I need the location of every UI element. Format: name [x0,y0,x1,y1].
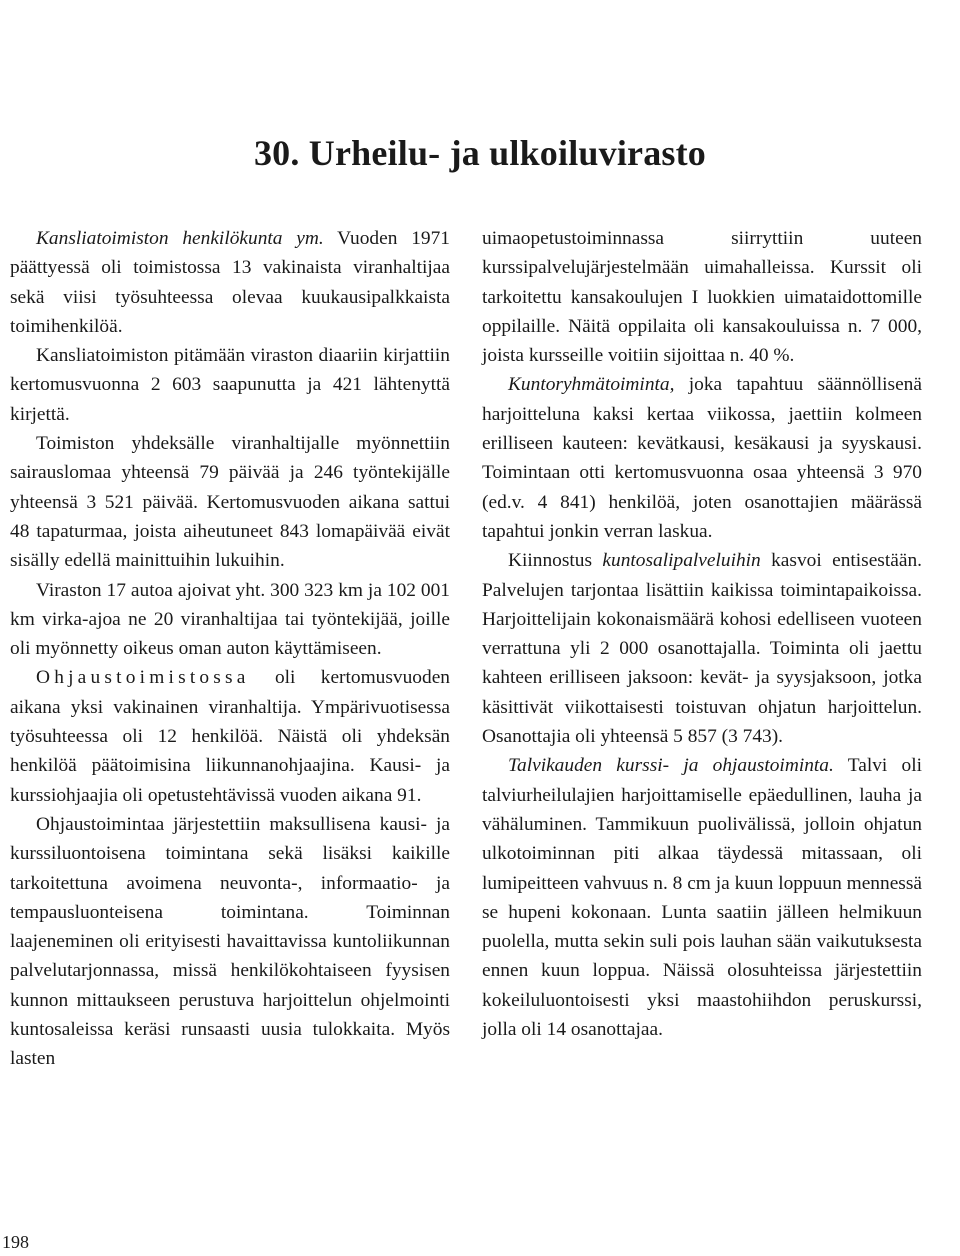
page-number: 198 [2,1232,29,1252]
paragraph-text: Toimiston yhdeksälle viranhaltijalle myönnettiin sairauslomaa yhteensä 79 päivää ja 246 työntekijälle yhteensä 3 521 päivää. Kertomusvuoden aikana sattui 48 tapaturmaa, joista aiheutuneet 843 lomapäivää eivät sisälly edellä mainittuihin lukuihin. [10,433,450,572]
paragraph-swimming-courses [482,224,922,370]
paragraph-kansliatoimisto-staff [10,224,450,341]
run-in-heading: Ohjaustoimistossa [36,667,250,689]
paragraph-text: Vuoden 1971 päättyessä oli toimistossa 13 vakinaista viranhaltijaa sekä viisi työsuhteessa olevaa kuukausipalkkaista toimihenkilöä. [10,228,450,337]
paragraph-text: Kiinnostus [508,550,603,572]
page-title: 30. Urheilu- ja ulkoiluvirasto [253,133,707,173]
run-in-heading: Kansliatoimiston henkilökunta ym. [36,228,324,249]
paragraph-diary [10,341,450,429]
paragraph-text: oli kertomusvuoden aikana yksi vakinainen viranhaltija. Ympärivuotisessa työsuhteessa oli 12 henkilöä. Näistä oli yhdeksän henkilöä päätoimisina liikunnanohjaajina. Kausi- ja kurssiohjaajia oli opetustehtävissä vuoden aikana 91. [10,667,450,806]
paragraph-text: joka tapahtuu säännöllisenä harjoitteluna kaksi kertaa viikossa, jaettiin kolmeen erilliseen kauteen: kevätkausi, kesäkausi ja syyskausi. Toimintaan otti kertomusvuonna osaa yhteensä 3 970 (ed.v. 4 841) henkilöä, joten osanottajien määrässä tapahtui jonkin verran laskua. [482,374,922,542]
paragraph-kuntoryhmat [482,370,922,546]
paragraph-ohjaustoimisto [10,663,450,809]
emphasis-text: kuntosalipalveluihin [602,550,761,572]
paragraph-kuntosali [482,546,922,751]
paragraph-text: Ohjaustoimintaa järjestettiin maksullisena kausi- ja kurssiluontoisena toimintana sekä lisäksi kaikille tarkoitettuna avoimena neuvonta-, informaatio- ja tempausluonteisena toimintana. Toiminnan laajeneminen oli erityisesti havaittavissa kuntoliikunnan palvelutarjonnassa, missä henkilökohtaiseen fyysisen kunnon mittaukseen perustuva harjoittelun ohjelmointi kuntosaleissa keräsi runsaasti uusia tulokkaita. Myös lasten [10,813,450,1070]
run-in-heading: Kuntoryhmätoiminta, [508,374,675,396]
paragraph-text: uimaopetustoiminnassa siirryttiin uuteen kurssipalvelujärjestelmään uimahalleissa. Kurssit oli tarkoitettu kansakoulujen I luokkien uimataidottomille oppilaille. Näitä oppilaita oli kansakouluissa n. 7 000, joista kursseille voitiin sijoittaa n. 40 %. [482,228,922,367]
paragraph-guidance-activity [10,810,450,1074]
right-column [482,224,922,1044]
left-column [10,224,450,1074]
paragraph-text: kasvoi entisestään. Palvelujen tarjontaa lisättiin kaikissa toimintapaikoissa. Harjoittelijain kokonaismäärä kohosi edelliseen vuoteen verrattuna yli 2 000 osanottajalla. Toiminta oli jaettu kahteen erilliseen jaksoon: kevät- ja syysjaksoon, jotka käsittivät viikottaisesti toistuvan ohjatun harjoittelun. Osanottajia oli yhteensä 5 857 (3 743). [482,550,922,748]
paragraph-text: Kansliatoimiston pitämään viraston diaariin kirjattiin kertomusvuonna 2 603 saapunutta ja 421 lähtenyttä kirjettä. [10,345,450,425]
paragraph-sick-leave [10,429,450,575]
paragraph-text: Viraston 17 autoa ajoivat yht. 300 323 km ja 102 001 km virka-ajoa ne 20 viranhaltijaa tai työntekijää, joille oli myönnetty oikeus oman auton käyttämiseen. [10,579,450,660]
run-in-heading: Talvikauden kurssi- ja ohjaustoiminta. [508,755,834,777]
paragraph-cars [10,576,450,664]
paragraph-talvikausi [482,751,922,1044]
paragraph-text: Talvi oli talviurheilulajien harjoittamiselle epäedullinen, lauha ja vähäluminen. Tammikuun puolivälissä, jolloin ohjatun ulkotoiminnan piti alkaa täydessä mitassaan, oli lumipeitteen vahvuus n. 8 cm ja kuun loppuun mennessä se hupeni kokonaan. Lunta saatiin jälleen helmikuun puolella, mutta sekin suli pois lauhan sään vaikutuksesta ennen kuun loppua. Näissä olosuhteissa järjestettiin kokeiluluontoisesti yksi maastohiihdon peruskurssi, jolla oli 14 osanottajaa. [482,755,922,1041]
